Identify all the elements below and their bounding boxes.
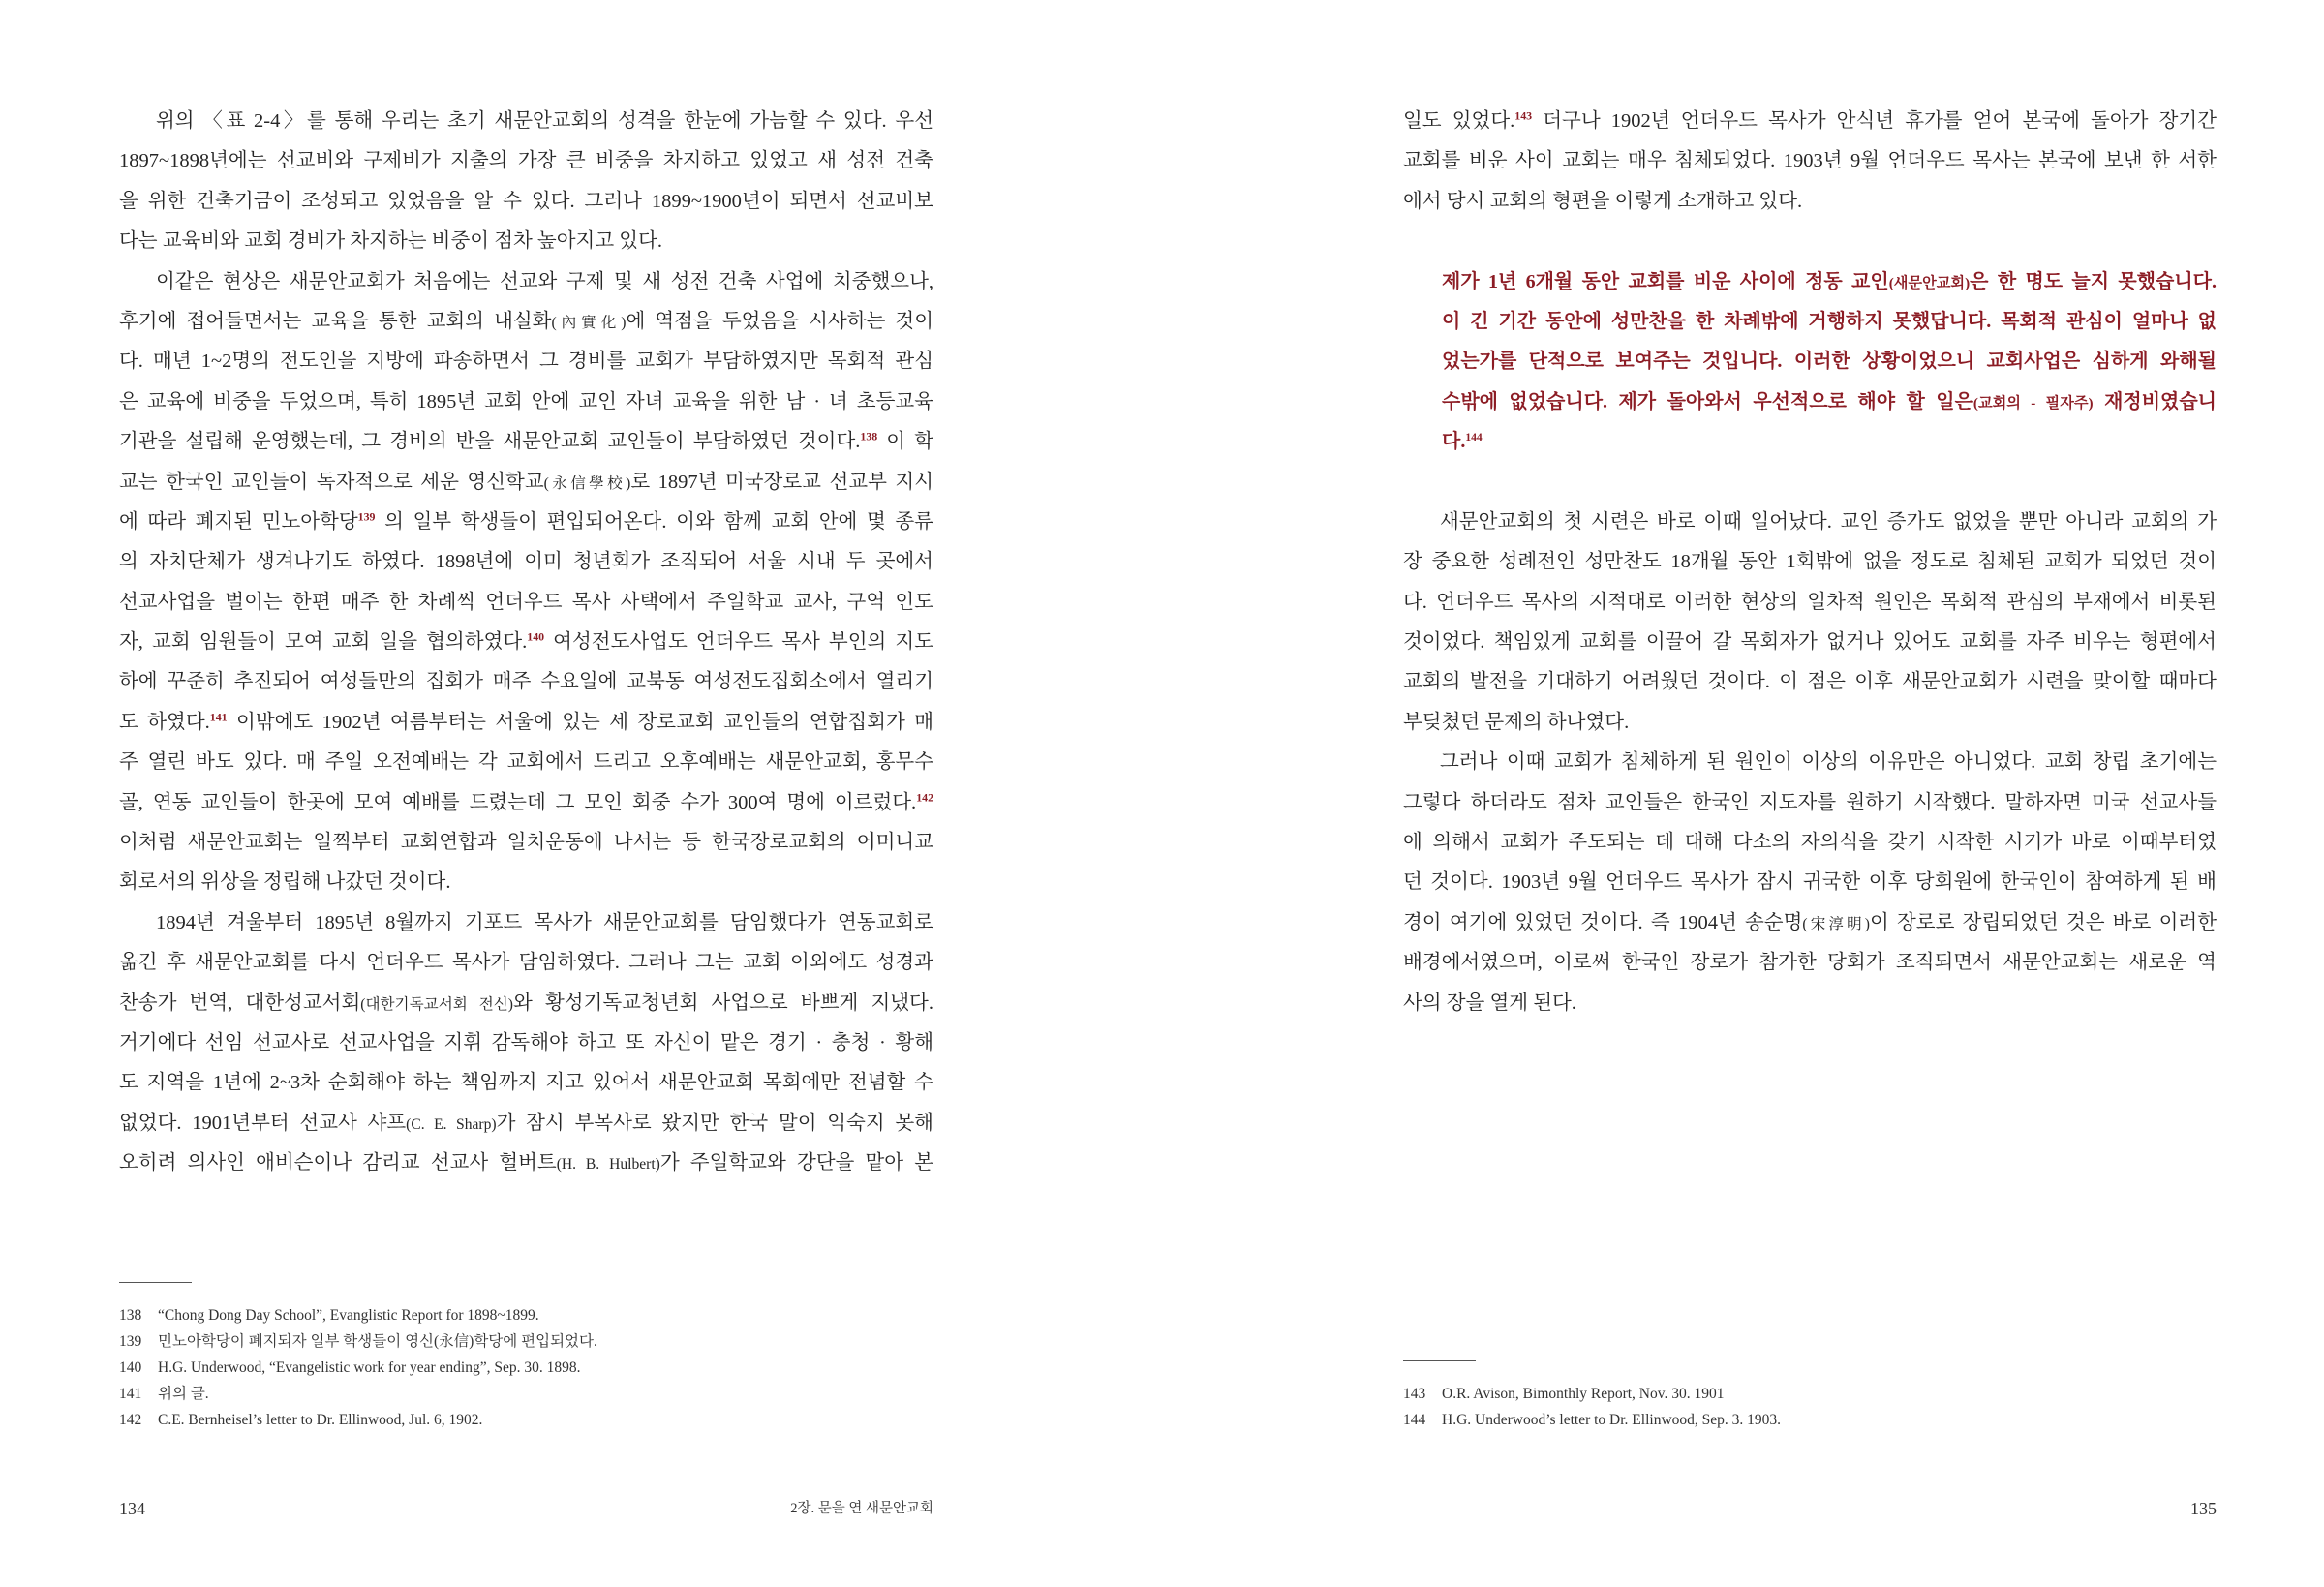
footnote-item (119, 1355, 933, 1381)
text-run: 가 주일학교와 강단을 맡아 본 (659, 1152, 934, 1175)
paragraph (119, 903, 933, 1184)
footnote-text: 위의 글. (158, 1386, 209, 1402)
body-text-line (1403, 703, 2217, 743)
body-text-line (1403, 823, 2217, 863)
text-run: 은 교육에 비중을 두었으며, 특히 1895년 교회 안에 교인 자녀 교육을 위한 남 · 녀 초등교육 (119, 390, 933, 412)
body-text-line (119, 943, 933, 983)
footnote-reference: 143 (1514, 108, 1533, 123)
body-text-line (119, 542, 933, 582)
footnote-item (1403, 1381, 2217, 1407)
body-text-line (1403, 662, 2217, 702)
body-text-line (119, 984, 933, 1023)
text-run: 재정비였습니 (2093, 390, 2217, 412)
inline-annotation: (교회의 - 필자주) (1972, 394, 2094, 412)
body-text-line (119, 342, 933, 381)
text-run: 그렇다 하더라도 점차 교인들은 한국인 지도자를 원하기 시작했다. 말하자면 미국 선교사들 (1403, 791, 2217, 813)
text-run: 하에 꾸준히 추진되어 여성들만의 집회가 매주 수요일에 교북동 여성전도집회소에서 열리기 (119, 671, 933, 693)
text-run: 장 중요한 성례전인 성만찬도 18개월 동안 1회밖에 없을 정도로 침체된 교회가 되었던 것이 (1403, 551, 2217, 573)
footnote-text: O.R. Avison, Bimonthly Report, Nov. 30. 1901 (1442, 1386, 1725, 1402)
paragraph (1403, 503, 2217, 743)
footnote-list (119, 1302, 933, 1433)
text-run: 던 것이다. 1903년 9월 언더우드 목사가 잠시 귀국한 이후 당회원에 한국인이 참여하게 된 배 (1403, 871, 2217, 894)
text-run: 수밖에 없었습니다. 제가 돌아와서 우선적으로 해야 할 일은 (1442, 390, 1973, 412)
footnote-rule (1403, 1360, 1476, 1361)
body-text-line (119, 823, 933, 863)
running-head: 2장. 문을 연 새문안교회 (790, 1501, 933, 1516)
text-run: 도 하였다. (119, 711, 210, 733)
footnote-reference: 144 (1465, 430, 1483, 443)
text-run: 일도 있었다. (1403, 110, 1515, 132)
text-run: 이같은 현상은 새문안교회가 처음에는 선교와 구제 및 새 성전 건축 사업에 치중했으나, (156, 270, 933, 292)
text-run: 었는가를 단적으로 보여주는 것입니다. 이러한 상황이었으니 교회사업은 심하게 와해될 (1442, 351, 2217, 373)
body-text-line (119, 783, 933, 823)
text-run: 이 장로로 장립되었던 것은 바로 이러한 (1869, 911, 2217, 933)
left-body-text (119, 102, 933, 1184)
text-run: 배경에서였으며, 이로써 한국인 장로가 참가한 당회가 조직되면서 새문안교회는 새로운 역 (1403, 952, 2217, 974)
body-text-line (119, 262, 933, 302)
text-run: 이밖에도 1902년 여름부터는 서울에 있는 세 장로교회 교인들의 연합집회가 매 (227, 711, 934, 733)
body-text-line (1403, 583, 2217, 623)
quote-line (1442, 302, 2217, 342)
right-footnotes (1403, 1360, 2217, 1433)
footnote-reference: 138 (860, 429, 878, 443)
body-text-line (119, 302, 933, 342)
text-run: 이처럼 새문안교회는 일찍부터 교회연합과 일치운동에 나서는 등 한국장로교회의 어머니교 (119, 832, 933, 854)
text-run: 은 한 명도 늘지 못했습니다. (1970, 270, 2217, 292)
body-text-line (119, 382, 933, 422)
footnote-number: 138 (119, 1307, 142, 1324)
body-text-line (119, 583, 933, 623)
page-number: 135 (2190, 1499, 2217, 1518)
text-run: 로 1897년 미국장로교 선교부 지시 (630, 471, 934, 493)
footnote-number: 141 (119, 1386, 142, 1402)
body-text-line (1403, 863, 2217, 902)
text-run: 더구나 1902년 언더우드 목사가 안식년 휴가를 얻어 본국에 돌아가 장기간 (1532, 110, 2217, 132)
body-text-line (119, 662, 933, 702)
text-run: 도 지역을 1년에 2~3차 순회해야 하는 책임까지 지고 있어서 새문안교회 목회에만 전념할 수 (119, 1072, 933, 1094)
text-run: 교는 한국인 교인들이 독자적으로 세운 영신학교 (119, 471, 544, 493)
body-text-line (119, 703, 933, 743)
body-text-line (1403, 503, 2217, 542)
inline-annotation: (H. B. Hulbert) (556, 1156, 660, 1174)
body-text-line (1403, 783, 2217, 823)
text-run: 것이었다. 책임있게 교회를 이끌어 갈 목회자가 없거나 있어도 교회를 자주 비우는 형편에서 (1403, 631, 2217, 654)
text-run: 찬송가 번역, 대한성교서회 (119, 992, 361, 1014)
text-run: 회로서의 위상을 정립해 나갔던 것이다. (119, 871, 451, 894)
text-run: 에서 당시 교회의 형편을 이렇게 소개하고 있다. (1403, 190, 1803, 212)
text-run: 여성전도사업도 언더우드 목사 부인의 지도 (544, 631, 933, 654)
text-run: 1894년 겨울부터 1895년 8월까지 기포드 목사가 새문안교회를 담임했다가 연동교회로 (156, 911, 933, 933)
body-text-line (119, 102, 933, 141)
text-run: 다. (1442, 431, 1466, 453)
block-quote (1442, 262, 2217, 463)
right-page (1162, 0, 2324, 1587)
footnote-item (119, 1302, 933, 1328)
text-run: 기관을 설립해 운영했는데, 그 경비의 반을 새문안교회 교인들이 부담하였던 것이다. (119, 431, 861, 453)
footnote-list (1403, 1381, 2217, 1433)
footnote-item (119, 1381, 933, 1407)
footnote-text: H.G. Underwood, “Evangelistic work for year ending”, Sep. 30. 1898. (158, 1359, 581, 1376)
body-text-line (119, 903, 933, 943)
paragraph (1403, 743, 2217, 1023)
inline-annotation: (새문안교회) (1888, 274, 1971, 291)
body-text-line (119, 503, 933, 542)
footnote-number: 144 (1403, 1412, 1426, 1428)
left-paragraphs (119, 102, 933, 1184)
paragraph (1403, 102, 2217, 222)
footnote-reference: 139 (357, 509, 376, 524)
text-run: 새문안교회의 첫 시련은 바로 이때 일어났다. 교인 증가도 없었을 뿐만 아니라 교회의 가 (1440, 510, 2217, 533)
text-run: 가 잠시 부목사로 왔지만 한국 말이 익숙지 못해 (496, 1112, 933, 1134)
right-intro-paragraph (1403, 102, 2217, 222)
body-text-line (1403, 903, 2217, 943)
text-run: 1897~1898년에는 선교비와 구제비가 지출의 가장 큰 비중을 차지하고 있었고 새 성전 건축 (119, 150, 933, 172)
page-number: 134 (119, 1499, 145, 1518)
footnote-text: “Chong Dong Day School”, Evanglistic Report for 1898~1899. (158, 1307, 539, 1324)
body-text-line (119, 1144, 933, 1183)
footnote-reference: 141 (209, 710, 228, 724)
footnote-item (119, 1407, 933, 1433)
body-text-line (1403, 542, 2217, 582)
text-run: 위의 〈표 2-4〉를 통해 우리는 초기 새문안교회의 성격을 한눈에 가늠할 수 있다. 우선 (156, 110, 933, 132)
body-text-line (119, 182, 933, 222)
text-run: 주 열린 바도 있다. 매 주일 오전예배는 각 교회에서 드리고 오후예배는 새문안교회, 홍무수 (119, 751, 933, 774)
text-run: 사의 장을 열게 된다. (1403, 992, 1576, 1014)
footnote-reference: 140 (527, 629, 545, 644)
text-run: 오히려 의사인 애비슨이나 감리교 선교사 헐버트 (119, 1152, 557, 1175)
quote-line (1442, 382, 2217, 422)
body-text-line (119, 222, 933, 261)
text-run: 경이 여기에 있었던 것이다. 즉 1904년 송순명 (1403, 911, 1803, 933)
body-text-line (1403, 943, 2217, 983)
text-run: 다. 매년 1~2명의 전도인을 지방에 파송하면서 그 경비를 교회가 부담하였지만 목회적 관심 (119, 351, 933, 373)
paragraph (119, 262, 933, 903)
text-run: 와 황성기독교청년회 사업으로 바쁘게 지냈다. (513, 992, 933, 1014)
inline-annotation: (宋淳明) (1802, 915, 1870, 932)
text-run: 이 학 (877, 431, 933, 453)
text-run: 의 일부 학생들이 편입되어온다. 이와 함께 교회 안에 몇 종류 (375, 510, 933, 533)
body-text-line (1403, 141, 2217, 181)
body-text-line (1403, 984, 2217, 1023)
text-run: 선교사업을 벌이는 한편 매주 한 차례씩 언더우드 목사 사택에서 주일학교 교사, 구역 인도 (119, 591, 933, 613)
text-run: 그러나 이때 교회가 침체하게 된 원인이 이상의 이유만은 아니었다. 교회 창립 초기에는 (1440, 751, 2217, 774)
footnote-number: 143 (1403, 1386, 1426, 1402)
body-text-line (119, 1063, 933, 1103)
footnote-number: 142 (119, 1412, 142, 1428)
body-text-line (119, 623, 933, 662)
body-text-line (119, 1023, 933, 1063)
text-run: 에 의해서 교회가 주도되는 데 대해 다소의 자의식을 갖기 시작한 시기가 바로 이때부터였 (1403, 832, 2217, 854)
text-run: 의 자치단체가 생겨나기도 하였다. 1898년에 이미 청년회가 조직되어 서울 시내 두 곳에서 (119, 551, 933, 573)
text-run: 다. 언더우드 목사의 지적대로 이러한 현상의 일차적 원인은 목회적 관심의 부재에서 비롯된 (1403, 591, 2217, 613)
body-text-line (119, 1104, 933, 1144)
inline-annotation: (內實化) (551, 314, 627, 331)
body-text-line (1403, 623, 2217, 662)
text-run: 거기에다 선임 선교사로 선교사업을 지휘 감독해야 하고 또 자신이 맡은 경기 · 충청 · 황해 (119, 1031, 933, 1053)
body-text-line (119, 463, 933, 503)
footnote-text: H.G. Underwood’s letter to Dr. Ellinwood, Sep. 3. 1903. (1442, 1412, 1782, 1428)
footnote-item (1403, 1407, 2217, 1433)
right-paragraphs (1403, 503, 2217, 1023)
text-run: 골, 연동 교인들이 한곳에 모여 예배를 드렸는데 그 모인 회중 수가 300여 명에 이르렀다. (119, 791, 917, 813)
footnote-text: 민노아학당이 폐지되자 일부 학생들이 영신(永信)학당에 편입되었다. (158, 1333, 597, 1350)
footnote-text: C.E. Bernheisel’s letter to Dr. Ellinwood, Jul. 6, 1902. (158, 1412, 483, 1428)
text-run: 에 따라 폐지된 민노아학당 (119, 510, 358, 533)
quote-paragraph (1442, 262, 2217, 463)
inline-annotation: (대한기독교서회 전신) (360, 995, 513, 1013)
text-run: 에 역점을 두었음을 시사하는 것이 (626, 310, 934, 332)
body-text-line (119, 422, 933, 462)
text-run: 제가 1년 6개월 동안 교회를 비운 사이에 정동 교인 (1442, 270, 1889, 292)
text-run: 을 위한 건축기금이 조성되고 있었음을 알 수 있다. 그러나 1899~1900년이 되면서 선교비보 (119, 190, 933, 212)
footnote-rule (119, 1282, 192, 1283)
body-text-line (119, 743, 933, 782)
quote-line (1442, 422, 2217, 462)
text-run: 후기에 접어들면서는 교육을 통한 교회의 내실화 (119, 310, 552, 332)
text-run: 자, 교회 임원들이 모여 교회 일을 협의하였다. (119, 631, 528, 654)
body-text-line (1403, 743, 2217, 782)
footnote-reference: 142 (916, 790, 933, 805)
footnote-number: 139 (119, 1333, 142, 1350)
inline-annotation: (永信學校) (543, 474, 631, 492)
left-footnotes (119, 1282, 933, 1433)
text-run: 교회를 비운 사이 교회는 매우 침체되었다. 1903년 9월 언더우드 목사는 본국에 보낸 한 서한 (1403, 150, 2217, 172)
footnote-item (119, 1328, 933, 1355)
body-text-line (1403, 182, 2217, 222)
paragraph (119, 102, 933, 262)
body-text-line (119, 141, 933, 181)
text-run: 없었다. 1901년부터 선교사 샤프 (119, 1112, 407, 1134)
quote-line (1442, 342, 2217, 381)
text-run: 부딪쳤던 문제의 하나였다. (1403, 711, 1630, 733)
body-text-line (1403, 102, 2217, 141)
text-run: 이 긴 기간 동안에 성만찬을 한 차례밖에 거행하지 못했답니다. 목회적 관심이 얼마나 없 (1442, 310, 2217, 332)
body-text-line (119, 863, 933, 902)
footnote-number: 140 (119, 1359, 142, 1376)
quote-line (1442, 262, 2217, 302)
right-body-text (1403, 102, 2217, 1023)
text-run: 다는 교육비와 교회 경비가 차지하는 비중이 점차 높아지고 있다. (119, 230, 663, 253)
text-run: 교회의 발전을 기대하기 어려웠던 것이다. 이 점은 이후 새문안교회가 시련을 맞이할 때마다 (1403, 671, 2217, 693)
inline-annotation: (C. E. Sharp) (406, 1115, 497, 1133)
text-run: 옮긴 후 새문안교회를 다시 언더우드 목사가 담임하였다. 그러나 그는 교회 이외에도 성경과 (119, 952, 933, 974)
